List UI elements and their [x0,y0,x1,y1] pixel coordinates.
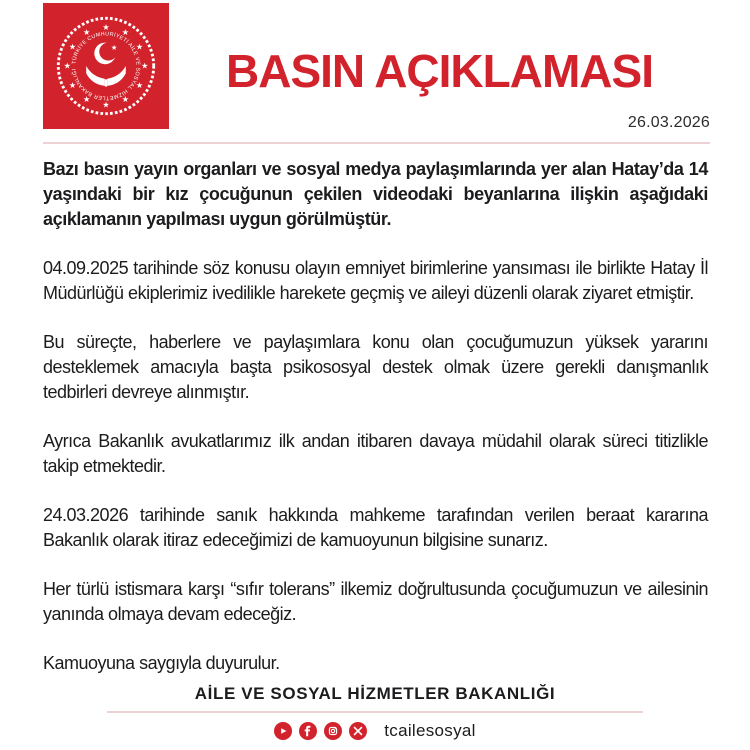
lead-paragraph: Bazı basın yayın organları ve sosyal medya paylaşımlarında yer alan Hatay’da 14 yaşındaki bir kız çocuğunun çekilen videodaki beyanlarına ilişkin aşağıdaki açıklamanın yapılması uygun görülmüştür. [43,159,708,229]
svg-text:★: ★ [68,41,77,52]
ministry-name: AİLE VE SOSYAL HİZMETLER BAKANLIĞI [194,684,556,703]
hands-icon [86,66,126,87]
svg-text:★: ★ [121,94,129,105]
svg-text:★: ★ [102,99,110,110]
x-icon[interactable] [349,722,367,740]
facebook-icon[interactable] [299,722,317,740]
closing-line: Kamuoyuna saygıyla duyurulur. [43,653,280,673]
paragraph-4: 24.03.2026 tarihinde sanık hakkında mahkeme tarafından verilen beraat kararına Bakanlık olarak itiraz edeceğimizi de kamuoyunun bilgisine sunarız. [43,505,708,550]
ministry-emblem-icon [52,12,160,120]
svg-text:★: ★ [121,27,129,38]
social-handle: tcailesosyal [384,721,476,740]
svg-text:★: ★ [135,80,144,91]
svg-text:★: ★ [110,42,118,52]
svg-text:★: ★ [141,60,149,71]
header-divider [43,142,710,144]
svg-text:★: ★ [83,27,91,38]
press-release-body [43,157,708,700]
paragraph-5: Her türlü istismara karşı “sıfır tolerans” ilkemiz doğrultusunda çocuğumuzun ve ailesinin yanında olmaya devam edeceğiz. [43,579,708,624]
paragraph-1: 04.09.2025 tarihinde söz konusu olayın emniyet birimlerine yansıması ile birlikte Hatay İl Müdürlüğü ekiplerimiz ivedilikle harekete geçmiş ve aileyi düzenli olarak ziyaret etmiştir. [43,258,708,303]
crescent-star-icon [94,43,117,65]
svg-text:★: ★ [135,41,144,52]
footer-divider [107,711,643,713]
paragraph-2: Bu süreçte, haberlere ve paylaşımlara konu olan çocuğumuzun yüksek yararını desteklemek amacıyla başta psikososyal destek olmak üzere gerekli danışmanlık tedbirleri devreye alınmıştır. [43,332,708,402]
header-right [169,0,710,140]
svg-text:★: ★ [83,94,91,105]
instagram-icon[interactable] [324,722,342,740]
svg-text:★: ★ [102,22,110,32]
paragraph-3: Ayrıca Bakanlık avukatlarımız ilk andan itibaren davaya müdahil olarak süreci titizlikle takip etmektedir. [43,431,708,476]
svg-text:★: ★ [63,60,71,71]
social-row [0,720,750,742]
svg-text:★: ★ [68,80,77,91]
page-title: BASIN AÇIKLAMASI [226,45,653,97]
footer [0,684,750,750]
youtube-icon[interactable] [274,722,292,740]
ministry-logo [43,3,169,129]
emblem-ring-text: TÜRKİYE CUMHURİYETİ AİLE VE SOSYAL HİZMETLER BAKANLIĞI [71,31,141,101]
press-release-date: 26.03.2026 [627,114,710,131]
header [0,0,750,143]
